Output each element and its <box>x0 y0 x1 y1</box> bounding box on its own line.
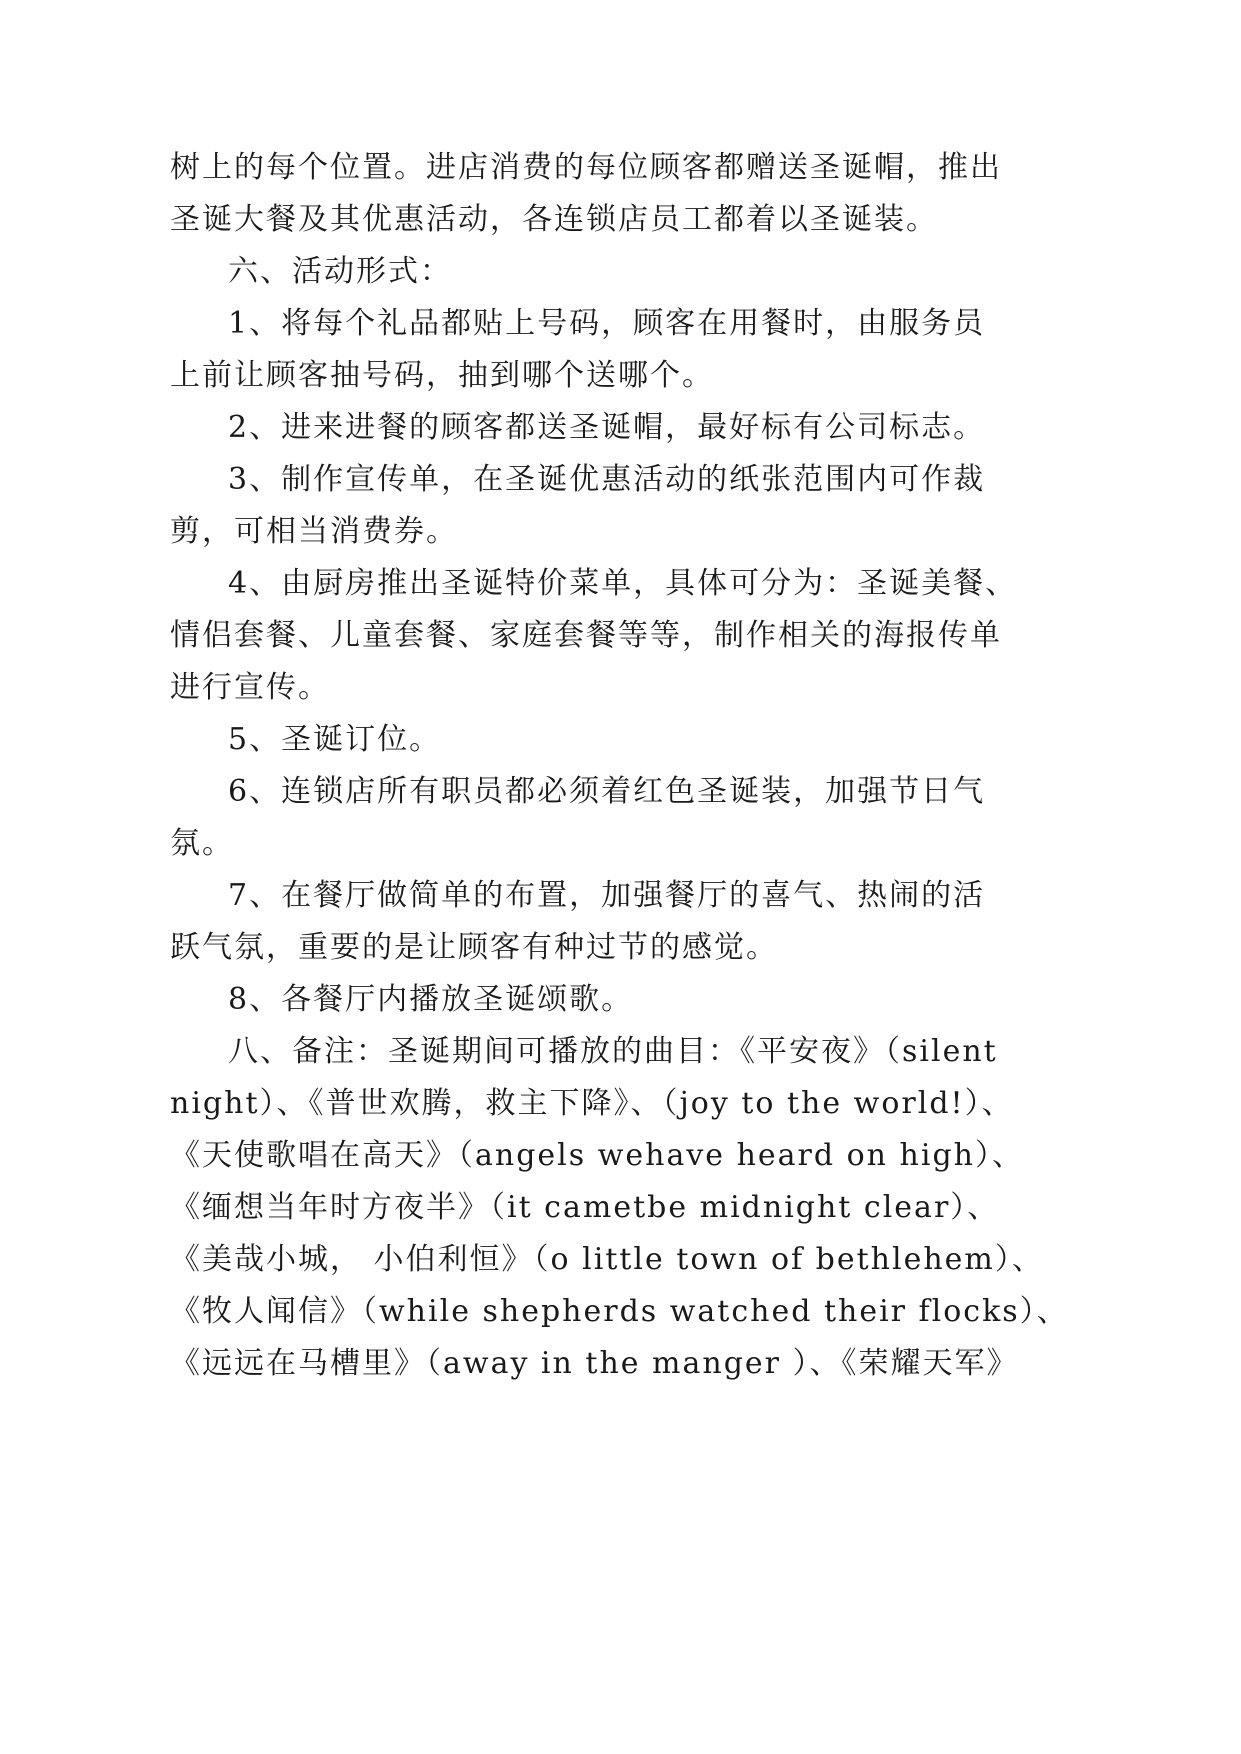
text-line-2: 圣诞大餐及其优惠活动，各连锁店员工都着以圣诞装。 <box>170 202 938 237</box>
text-line-19: night）、《普世欢腾，救主下降》、（joy to the world!）、 <box>170 1086 1014 1121</box>
text-line-4: 1、将每个礼品都贴上号码，顾客在用餐时，由服务员 <box>228 306 986 341</box>
text-line-14: 氛。 <box>170 826 234 861</box>
text-line-22: 《美哉小城， 小伯利恒》（o little town of bethlehem）、 <box>170 1242 1044 1277</box>
text-line-8: 剪，可相当消费券。 <box>170 514 458 549</box>
text-line-16: 跃气氛，重要的是让顾客有种过节的感觉。 <box>170 930 778 965</box>
text-line-20: 《天使歌唱在高天》（angels wehave heard on high）、 <box>170 1138 1024 1173</box>
text-line-13: 6、连锁店所有职员都必须着红色圣诞装，加强节日气 <box>228 774 986 809</box>
text-line-15: 7、在餐厅做简单的布置，加强餐厅的喜气、热闹的活 <box>228 878 986 913</box>
text-line-17: 8、各餐厅内播放圣诞颂歌。 <box>228 982 634 1017</box>
text-line-1: 树上的每个位置。进店消费的每位顾客都赠送圣诞帽，推出 <box>170 150 1002 185</box>
text-line-12: 5、圣诞订位。 <box>228 722 442 757</box>
text-line-11: 进行宣传。 <box>170 670 330 705</box>
text-line-7: 3、制作宣传单，在圣诞优惠活动的纸张范围内可作裁 <box>228 462 986 497</box>
text-line-5: 上前让顾客抽号码，抽到哪个送哪个。 <box>170 358 714 393</box>
text-line-21: 《缅想当年时方夜半》（it cametbe midnight clear）、 <box>170 1190 1000 1225</box>
text-line-23: 《牧人闻信》（while shepherds watched their flocks）、 <box>170 1294 1069 1329</box>
text-line-24: 《远远在马槽里》（away in the manger ）、《荣耀天军》 <box>170 1346 1019 1381</box>
section-heading-activity-form: 六、活动形式： <box>228 254 452 289</box>
text-line-6: 2、进来进餐的顾客都送圣诞帽，最好标有公司标志。 <box>228 410 986 445</box>
text-line-9: 4、由厨房推出圣诞特价菜单，具体可分为：圣诞美餐、 <box>228 566 1018 601</box>
section-heading-notes: 八、备注：圣诞期间可播放的曲目：《平安夜》（silent <box>228 1034 998 1069</box>
text-line-10: 情侣套餐、儿童套餐、家庭套餐等等，制作相关的海报传单 <box>170 618 1002 653</box>
